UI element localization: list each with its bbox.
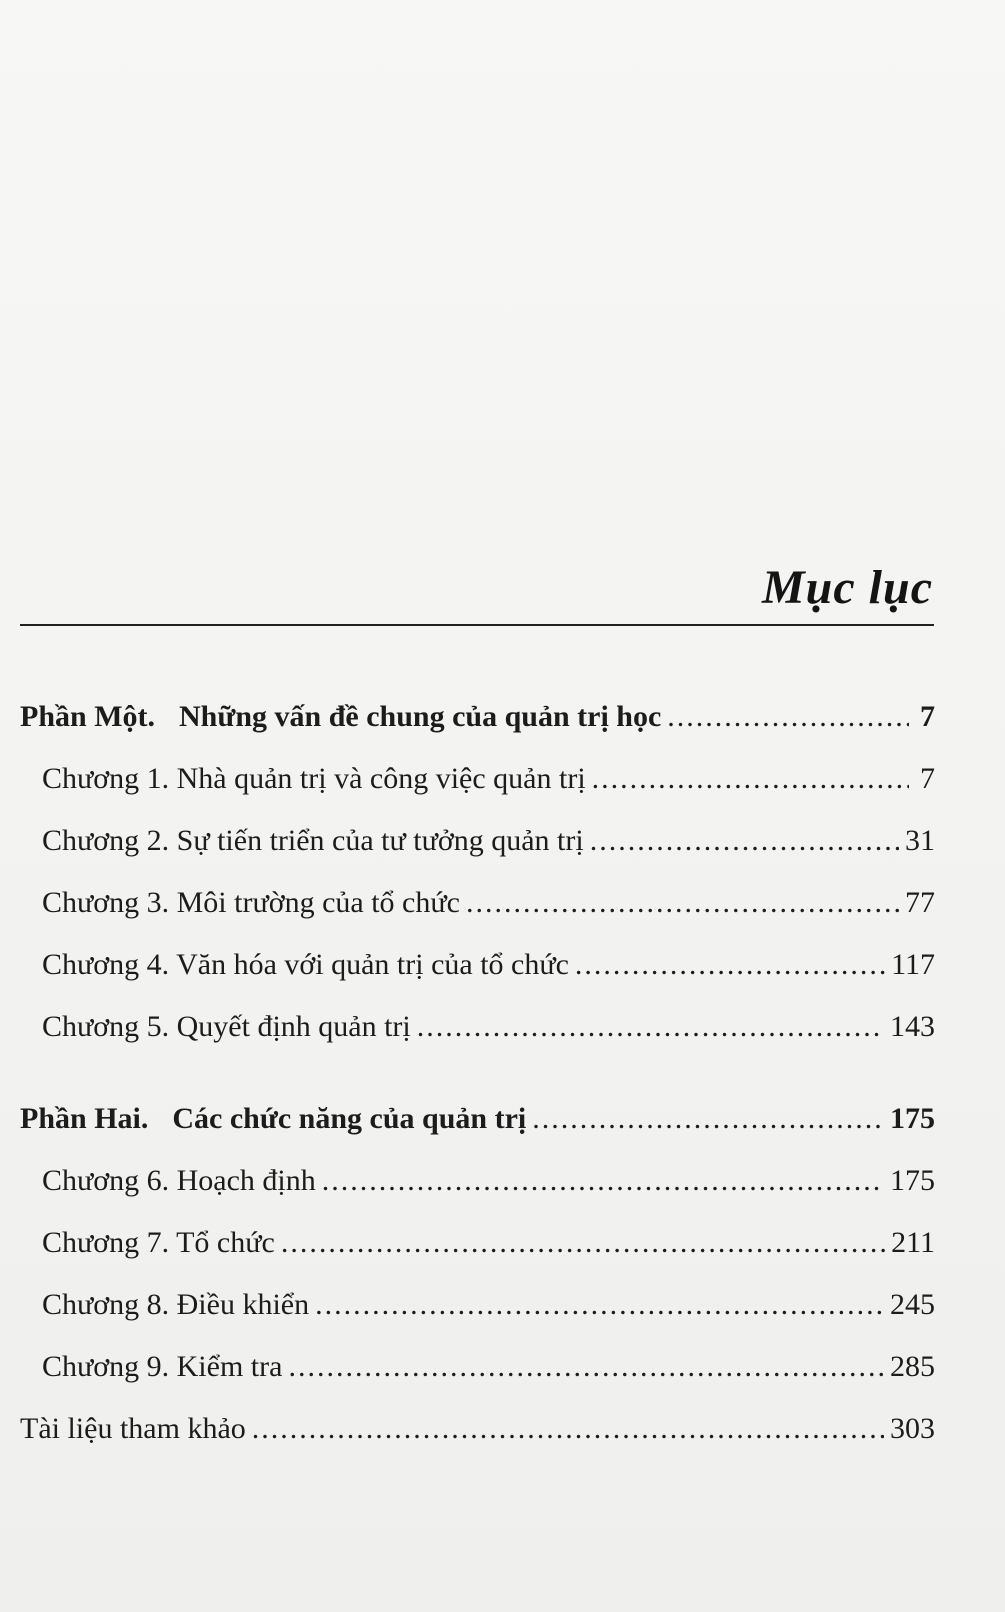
dot-leader xyxy=(281,1226,885,1260)
toc-heading: Mục lục xyxy=(761,561,933,614)
toc-entry-chapter-3[interactable] xyxy=(42,886,935,920)
page-number: 285 xyxy=(890,1350,935,1383)
toc-entry-chapter-1[interactable] xyxy=(42,762,935,796)
part-title: Những vấn đề chung của quản trị học xyxy=(179,700,662,733)
toc-entry-chapter-5[interactable] xyxy=(42,1010,935,1044)
toc-entry-chapter-2[interactable] xyxy=(42,824,935,858)
part-prefix: Phần Hai. xyxy=(20,1102,149,1135)
page-number: 31 xyxy=(905,824,935,857)
page-number: 175 xyxy=(890,1164,935,1197)
dot-leader xyxy=(288,1350,884,1384)
dot-leader xyxy=(322,1164,884,1198)
part-title: Các chức năng của quản trị xyxy=(172,1102,527,1135)
heading-rule xyxy=(20,624,934,626)
references-title: Tài liệu tham khảo xyxy=(20,1412,246,1445)
chapter-title: Chương 7. Tổ chức xyxy=(42,1226,275,1259)
page-number: 245 xyxy=(890,1288,935,1321)
dot-leader xyxy=(532,1102,884,1136)
page-number: 117 xyxy=(891,948,935,981)
chapter-title: Chương 1. Nhà quản trị và công việc quản trị xyxy=(42,762,586,795)
dot-leader xyxy=(592,762,909,796)
toc-entry-part-1[interactable] xyxy=(20,700,935,734)
dot-leader xyxy=(417,1010,884,1044)
chapter-title: Chương 6. Hoạch định xyxy=(42,1164,316,1197)
dot-leader xyxy=(252,1412,884,1446)
page-number: 7 xyxy=(920,762,935,795)
page-number: 303 xyxy=(890,1412,935,1445)
toc-entry-part-2[interactable] xyxy=(20,1102,935,1136)
chapter-title: Chương 9. Kiểm tra xyxy=(42,1350,283,1383)
toc-entry-chapter-8[interactable] xyxy=(42,1288,935,1322)
dot-leader xyxy=(590,824,899,858)
toc-entry-chapter-9[interactable] xyxy=(42,1350,935,1384)
page-number: 175 xyxy=(890,1102,935,1135)
toc-entry-chapter-6[interactable] xyxy=(42,1164,935,1198)
chapter-title: Chương 4. Văn hóa với quản trị của tổ chức xyxy=(42,948,569,981)
page-number: 211 xyxy=(891,1226,935,1259)
chapter-title: Chương 3. Môi trường của tổ chức xyxy=(42,886,460,919)
chapter-title: Chương 5. Quyết định quản trị xyxy=(42,1010,411,1043)
toc-entry-references[interactable] xyxy=(20,1412,935,1446)
page-number: 7 xyxy=(920,700,935,733)
part-prefix: Phần Một. xyxy=(20,700,155,733)
dot-leader xyxy=(575,948,885,982)
toc-entry-chapter-7[interactable] xyxy=(42,1226,935,1260)
dot-leader xyxy=(315,1288,884,1322)
dot-leader xyxy=(466,886,899,920)
page-number: 77 xyxy=(905,886,935,919)
dot-leader xyxy=(667,700,909,734)
chapter-title: Chương 8. Điều khiển xyxy=(42,1288,310,1321)
page-number: 143 xyxy=(890,1010,935,1043)
toc-entry-chapter-4[interactable] xyxy=(42,948,935,982)
chapter-title: Chương 2. Sự tiến triển của tư tưởng quản trị xyxy=(42,824,584,857)
